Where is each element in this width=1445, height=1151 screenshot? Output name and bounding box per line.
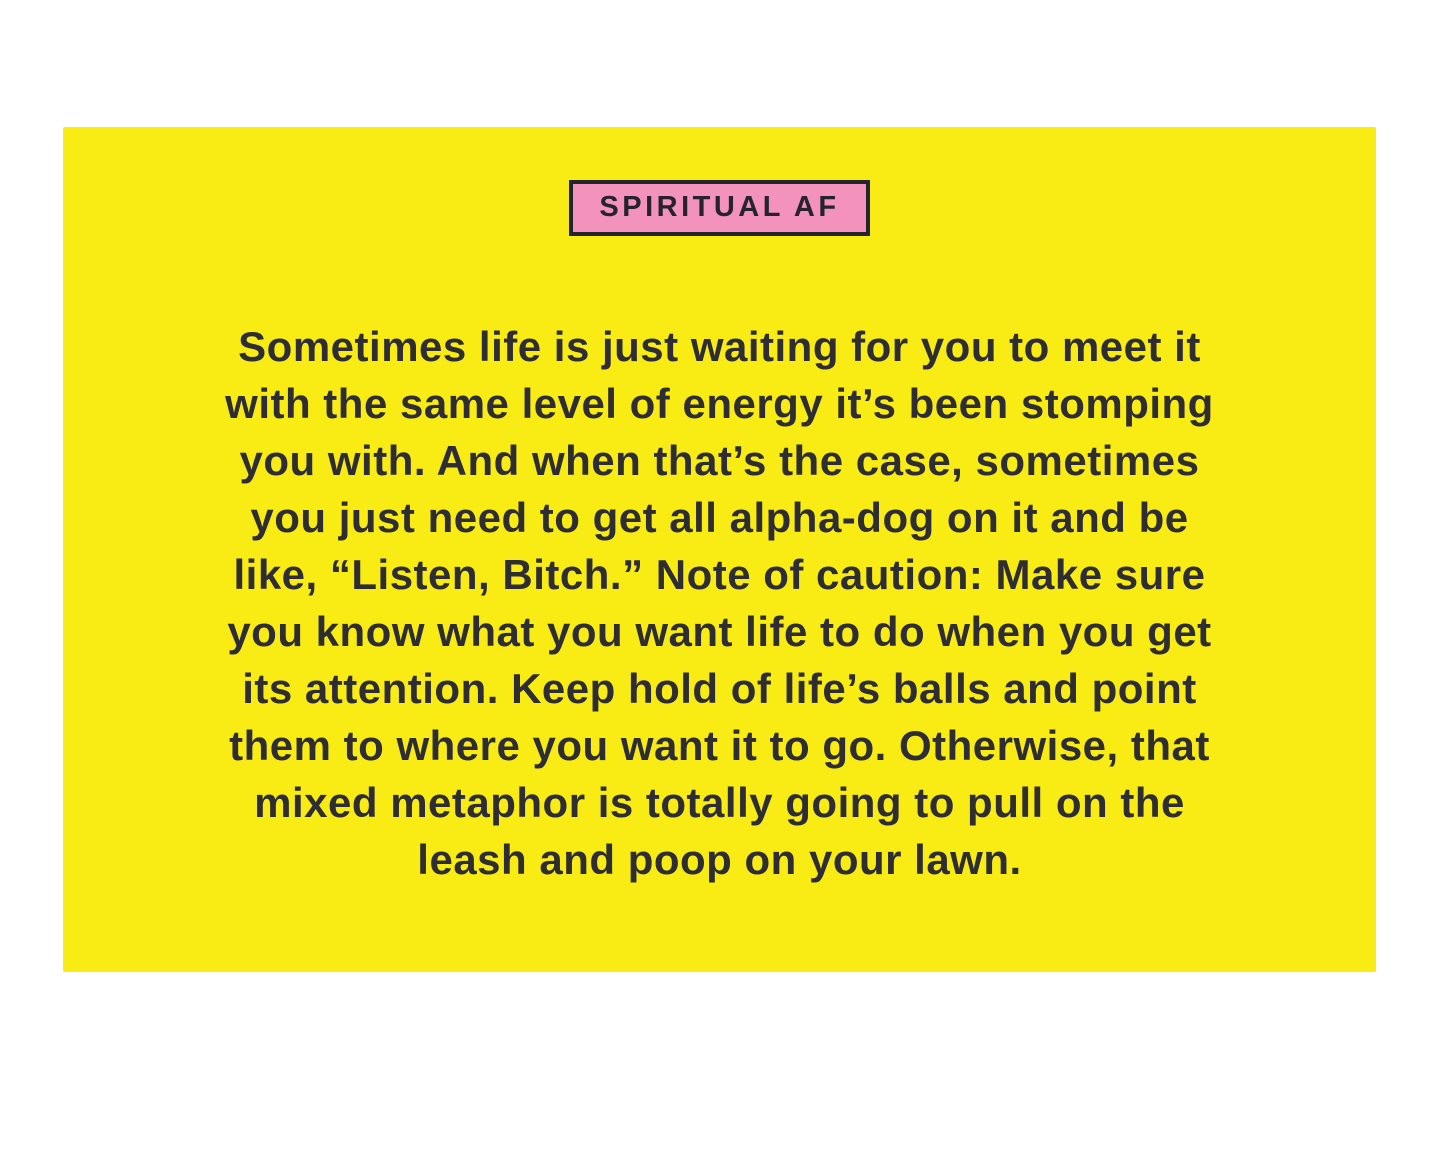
quote-line: like, “Listen, Bitch.” Note of caution: Make sure [233,551,1206,598]
quote-line: you with. And when that’s the case, sometimes [239,437,1200,484]
card-title-badge [569,180,869,236]
quote-line: you just need to get all alpha-dog on it and be [250,494,1189,541]
quote-text-block [140,318,1300,888]
quote-line: mixed metaphor is totally going to pull on the [254,779,1185,826]
quote-line: its attention. Keep hold of life’s balls and point [242,665,1197,712]
quote-line: with the same level of energy it’s been stomping [225,380,1214,427]
quote-line: leash and poop on your lawn. [417,836,1022,883]
quote-line: Sometimes life is just waiting for you to meet it [238,323,1201,370]
quote-card [63,127,1376,972]
card-title: SPIRITUAL AF [599,191,840,223]
quote-line: them to where you want it to go. Otherwise, that [229,722,1210,769]
quote-line: you know what you want life to do when you get [227,608,1212,655]
